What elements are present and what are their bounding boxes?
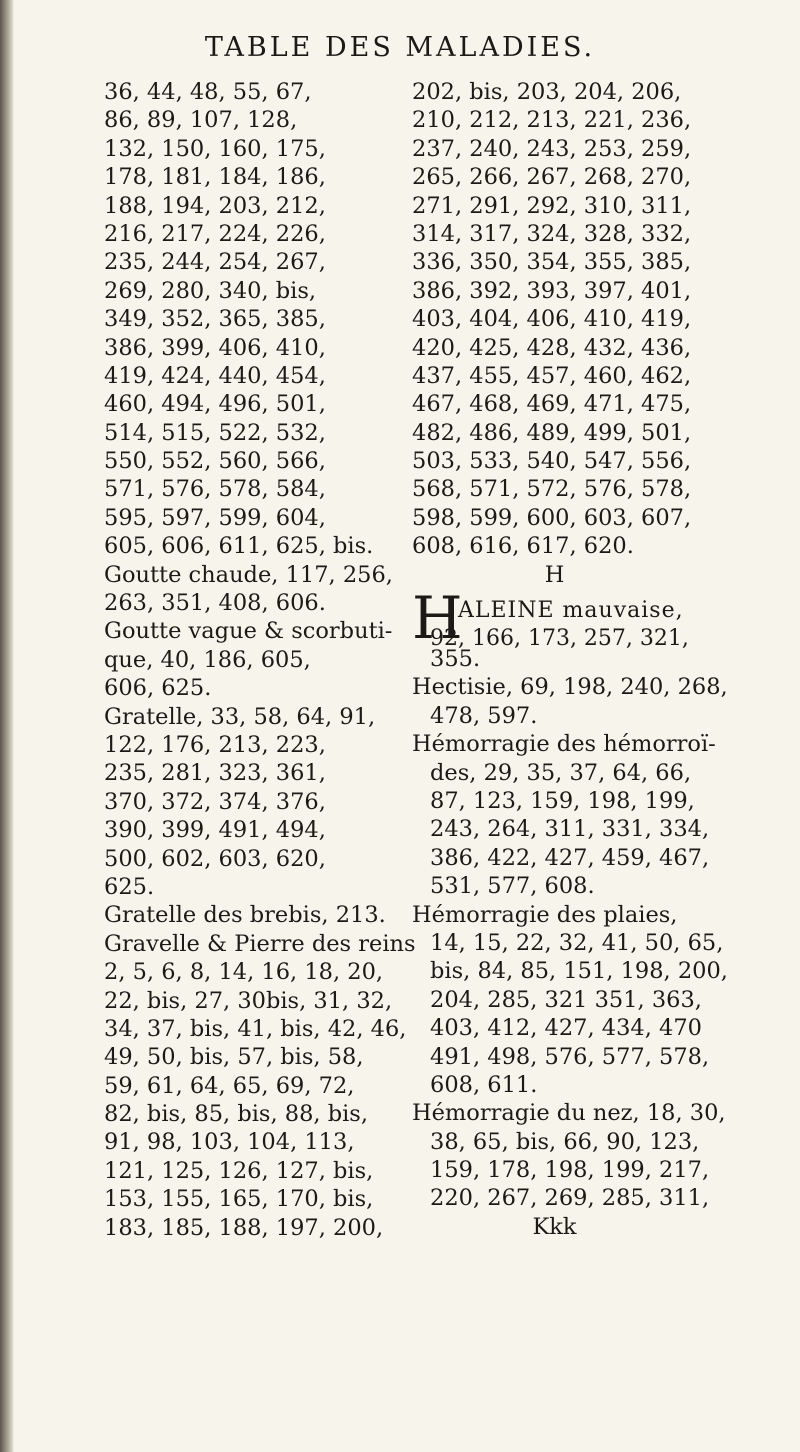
index-line: 491, 498, 576, 577, 578, — [430, 1043, 710, 1070]
index-line: 132, 150, 160, 175, — [104, 135, 326, 162]
index-line: 183, 185, 188, 197, 200, — [104, 1214, 384, 1241]
index-line: 122, 176, 213, 223, — [104, 731, 326, 758]
index-line: 482, 486, 489, 499, 501, — [412, 419, 692, 446]
index-line: 82, bis, 85, bis, 88, bis, — [104, 1101, 369, 1128]
index-line: 403, 412, 427, 434, 470 — [430, 1015, 702, 1042]
index-line: 568, 571, 572, 576, 578, — [412, 476, 692, 503]
index-line: 336, 350, 354, 355, 385, — [412, 249, 692, 276]
index-line: 370, 372, 374, 376, — [104, 788, 326, 815]
index-line: 121, 125, 126, 127, bis, — [104, 1157, 374, 1184]
index-line: 550, 552, 560, 566, — [104, 448, 326, 475]
index-line: que, 40, 186, 605, — [104, 646, 311, 673]
index-line: 598, 599, 600, 603, 607, — [412, 504, 692, 531]
index-line: 269, 280, 340, bis, — [104, 277, 317, 304]
index-line: 349, 352, 365, 385, — [104, 306, 326, 333]
index-line: 220, 267, 269, 285, 311, — [430, 1185, 710, 1212]
index-line: 2, 5, 6, 8, 14, 16, 18, 20, — [104, 959, 384, 986]
dropcap-second-line: 92, 166, 173, 257, 321, — [430, 626, 689, 652]
index-line: 595, 597, 599, 604, — [104, 504, 326, 531]
index-line: Hémorragie du nez, 18, 30, — [412, 1100, 726, 1127]
dropcap-letter: H — [412, 584, 463, 653]
right-column — [412, 78, 728, 1241]
index-line: Gravelle & Pierre des reins — [104, 930, 416, 957]
index-line: 478, 597. — [430, 702, 538, 729]
index-line: 271, 291, 292, 310, 311, — [412, 192, 692, 219]
index-line: 243, 264, 311, 331, 334, — [430, 816, 710, 843]
index-line: 91, 98, 103, 104, 113, — [104, 1129, 355, 1156]
index-line: 403, 404, 406, 410, 419, — [412, 306, 692, 333]
index-line: 608, 611. — [430, 1071, 538, 1098]
index-line: Goutte chaude, 117, 256, — [104, 561, 393, 588]
index-line: 420, 425, 428, 432, 436, — [412, 334, 692, 361]
index-line: 263, 351, 408, 606. — [104, 590, 326, 617]
index-line: 237, 240, 243, 253, 259, — [412, 135, 692, 162]
index-line: 355. — [430, 646, 481, 673]
index-line: 210, 212, 213, 221, 236, — [412, 107, 692, 134]
index-line: 14, 15, 22, 32, 41, 50, 65, — [430, 929, 724, 956]
left-column — [104, 78, 416, 1242]
dropcap-first-line: ALEINE mauvaise, — [458, 598, 684, 624]
index-line: 606, 625. — [104, 675, 212, 702]
index-line: 386, 422, 427, 459, 467, — [430, 844, 710, 871]
index-line: 460, 494, 496, 501, — [104, 391, 326, 418]
index-line: des, 29, 35, 37, 64, 66, — [430, 759, 692, 786]
index-line: 625. — [104, 873, 155, 900]
index-line: 531, 577, 608. — [430, 873, 595, 900]
index-line: 36, 44, 48, 55, 67, — [104, 79, 312, 105]
index-line: 216, 217, 224, 226, — [104, 220, 326, 247]
index-line: 235, 244, 254, 267, — [104, 249, 326, 276]
index-line: 605, 606, 611, 625, bis. — [104, 533, 374, 560]
index-line: 87, 123, 159, 198, 199, — [430, 787, 695, 814]
index-line: 608, 616, 617, 620. — [412, 533, 634, 560]
index-line: 22, bis, 27, 30bis, 31, 32, — [104, 987, 393, 1014]
index-line: 86, 89, 107, 128, — [104, 107, 298, 134]
index-line: 204, 285, 321 351, 363, — [430, 986, 702, 1013]
index-line: 49, 50, bis, 57, bis, 58, — [104, 1044, 364, 1071]
index-line: 178, 181, 184, 186, — [104, 164, 326, 191]
index-line: 159, 178, 198, 199, 217, — [430, 1157, 710, 1184]
dropcap-entry — [412, 584, 697, 653]
index-line: 386, 399, 406, 410, — [104, 334, 326, 361]
index-line: 467, 468, 469, 471, 475, — [412, 391, 692, 418]
index-line: 153, 155, 165, 170, bis, — [104, 1186, 374, 1213]
signature-mark: Kkk — [532, 1213, 577, 1240]
index-line: 34, 37, bis, 41, bis, 42, 46, — [104, 1015, 407, 1042]
index-line: 386, 392, 393, 397, 401, — [412, 277, 692, 304]
index-line: bis, 84, 85, 151, 198, 200, — [430, 958, 728, 985]
index-line: 437, 455, 457, 460, 462, — [412, 362, 692, 389]
index-line: 514, 515, 522, 532, — [104, 419, 326, 446]
index-line: 571, 576, 578, 584, — [104, 476, 326, 503]
index-line: 59, 61, 64, 65, 69, 72, — [104, 1072, 355, 1099]
book-gutter — [0, 0, 14, 1452]
index-line: 390, 399, 491, 494, — [104, 817, 326, 844]
index-line: 419, 424, 440, 454, — [104, 362, 326, 389]
index-line: 314, 317, 324, 328, 332, — [412, 220, 692, 247]
index-line: Hectisie, 69, 198, 240, 268, — [412, 674, 728, 701]
index-line: Hémorragie des plaies, — [412, 901, 678, 928]
index-line: Gratelle des brebis, 213. — [104, 902, 386, 929]
index-line: 265, 266, 267, 268, 270, — [412, 164, 692, 191]
index-line: 500, 602, 603, 620, — [104, 845, 326, 872]
index-line: 202, bis, 203, 204, 206, — [412, 79, 682, 105]
section-letter: H — [544, 561, 565, 588]
index-line: 503, 533, 540, 547, 556, — [412, 448, 692, 475]
index-line: Hémorragie des hémorroï- — [412, 731, 716, 758]
page-header: TABLE DES MALADIES. — [204, 32, 596, 63]
index-line: 38, 65, bis, 66, 90, 123, — [430, 1128, 700, 1155]
index-line: Gratelle, 33, 58, 64, 91, — [104, 703, 376, 730]
index-line: Goutte vague & scorbuti- — [104, 618, 393, 645]
index-line: 188, 194, 203, 212, — [104, 192, 326, 219]
index-line: 235, 281, 323, 361, — [104, 760, 326, 787]
